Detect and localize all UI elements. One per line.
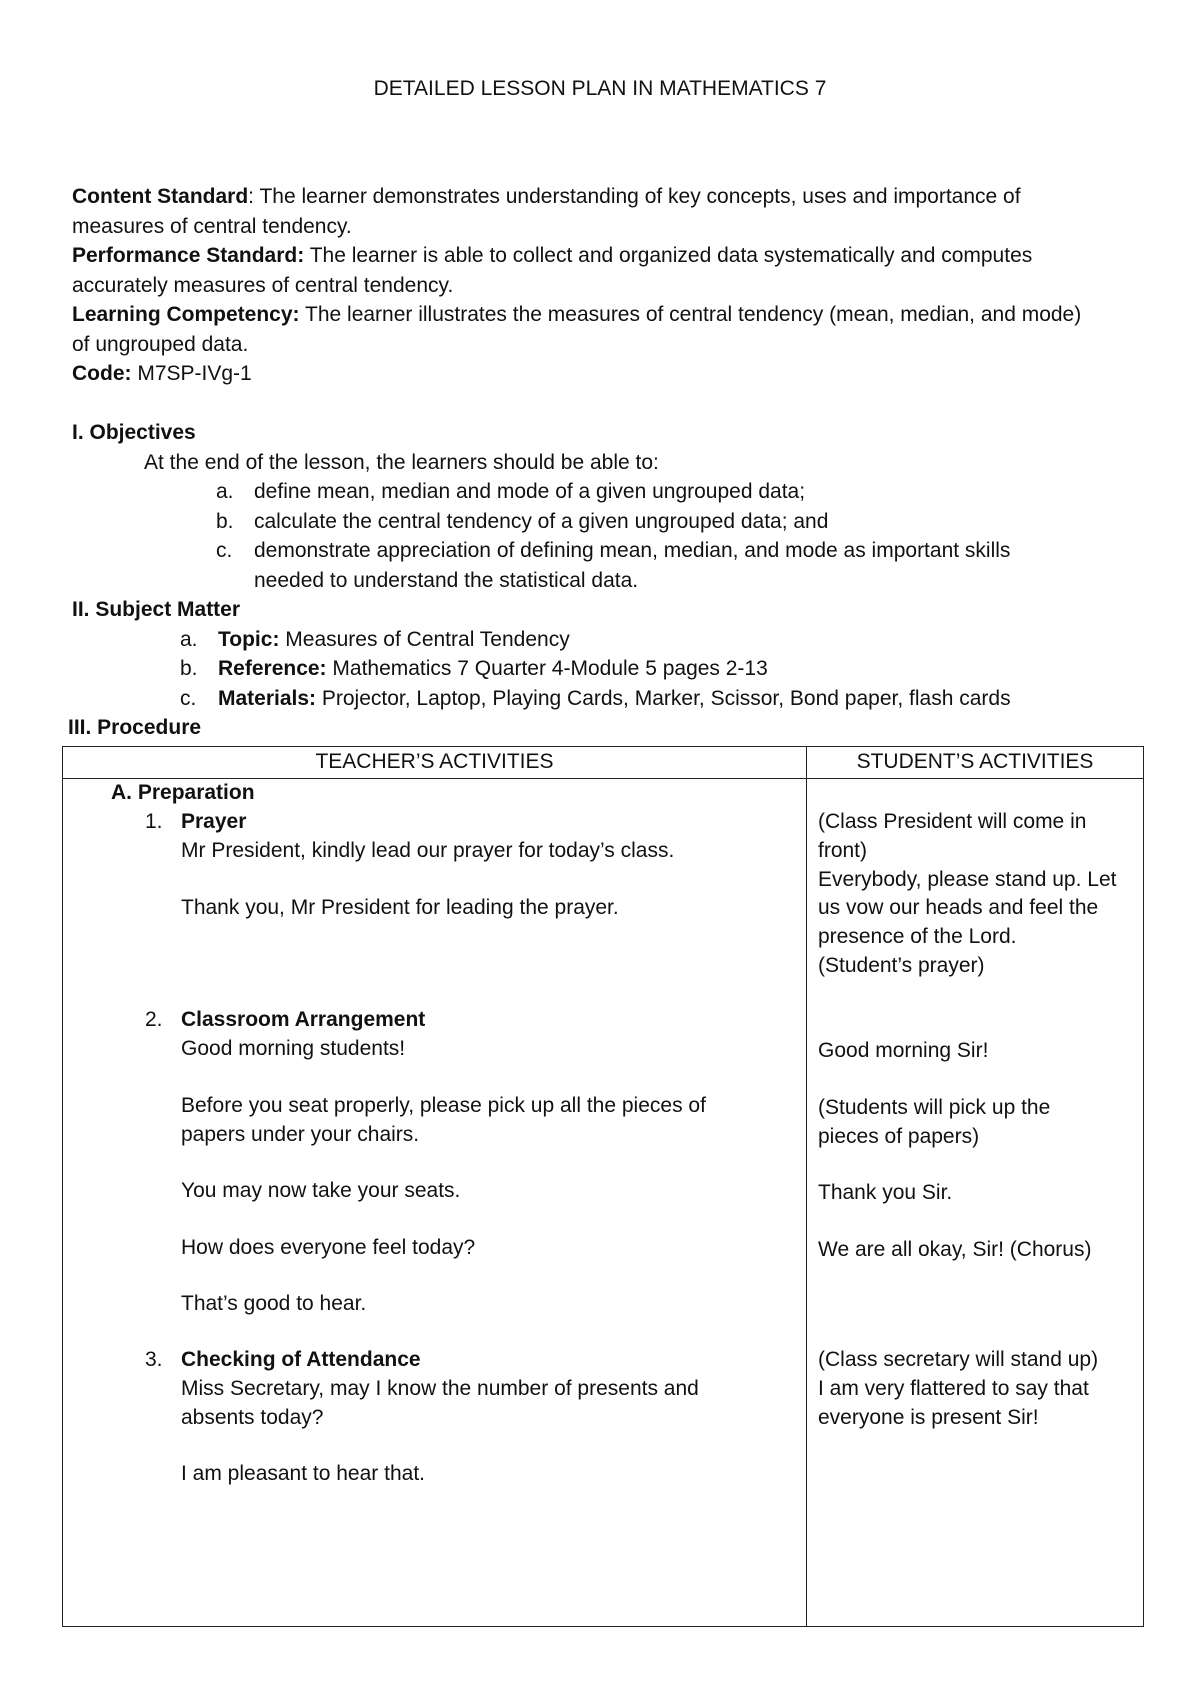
objective-text: calculate the central tendency of a given ungrouped data; and <box>254 509 829 533</box>
content-standard-label: Content Standard <box>72 185 249 208</box>
list-marker: b. <box>216 509 234 533</box>
standards-block <box>68 182 1152 743</box>
step-title-text: Classroom Arrangement <box>181 1008 426 1031</box>
code-line <box>72 359 1152 389</box>
teacher-activities-cell <box>63 779 807 1627</box>
list-marker: c. <box>180 686 197 710</box>
step-title-classroom <box>181 1005 425 1035</box>
objective-item <box>72 536 1152 566</box>
teacher-activities-header: TEACHER’S ACTIVITIES <box>63 747 807 779</box>
student-line: everyone is present Sir! <box>818 1406 1039 1429</box>
step-title-attendance <box>181 1345 421 1375</box>
subject-item-label: Reference: <box>218 657 327 680</box>
teacher-line: papers under your chairs. <box>181 1123 420 1146</box>
performance-standard <box>72 241 1152 271</box>
objective-text: needed to understand the statistical data. <box>254 568 639 592</box>
teacher-line: How does everyone feel today? <box>181 1236 476 1259</box>
section-preparation-text: A. Preparation <box>111 781 255 804</box>
list-marker: a. <box>216 480 234 503</box>
content-standard-text: : The learner demonstrates understanding of key concepts, uses and importance of <box>248 185 1021 208</box>
table-header-row <box>63 747 1144 779</box>
procedure-table <box>62 746 1144 1627</box>
subject-matter-heading <box>72 595 1152 625</box>
document-title: DETAILED LESSON PLAN IN MATHEMATICS 7 <box>373 77 827 100</box>
objectives-list <box>72 477 1152 595</box>
teacher-line: Before you seat properly, please pick up all the pieces of <box>181 1094 706 1117</box>
subject-item-topic <box>36 625 1152 655</box>
learning-competency-label: Learning Competency: <box>72 303 300 326</box>
section-preparation <box>111 778 255 808</box>
objective-item <box>72 477 1152 507</box>
student-line: Everybody, please stand up. Let <box>818 868 1117 891</box>
teacher-line: Miss Secretary, may I know the number of presents and <box>181 1377 699 1400</box>
teacher-line: Thank you, Mr President for leading the prayer. <box>181 896 619 919</box>
step-number: 1. <box>145 810 163 833</box>
student-line: us vow our heads and feel the <box>818 896 1099 919</box>
step-title-text: Checking of Attendance <box>181 1348 421 1371</box>
performance-standard-label: Performance Standard: <box>72 244 305 267</box>
list-marker: b. <box>180 657 198 680</box>
subject-item-materials <box>36 684 1152 714</box>
subject-item-label: Topic: <box>218 627 280 651</box>
student-line: pieces of papers) <box>818 1125 980 1148</box>
student-activities-header: STUDENT’S ACTIVITIES <box>807 747 1144 779</box>
list-marker: a. <box>180 627 198 651</box>
student-line: (Students will pick up the <box>818 1096 1051 1119</box>
step-title-text: Prayer <box>181 810 247 833</box>
procedure-heading <box>68 713 1152 743</box>
teacher-line: I am pleasant to hear that. <box>181 1462 425 1485</box>
subject-matter-heading-text: II. Subject Matter <box>72 598 241 621</box>
subject-item-reference <box>36 654 1152 684</box>
objectives-intro: At the end of the lesson, the learners should be able to: <box>144 450 659 474</box>
objective-text: define mean, median and mode of a given ungrouped data; <box>254 480 806 503</box>
teacher-line: Good morning students! <box>181 1037 406 1060</box>
performance-standard-text: The learner is able to collect and organized data systematically and computes <box>304 244 1033 267</box>
student-line: front) <box>818 839 868 862</box>
step-number: 2. <box>145 1008 163 1031</box>
objective-item <box>72 507 1152 537</box>
student-line: (Class President will come in <box>818 810 1087 833</box>
subject-item-label: Materials: <box>218 686 317 710</box>
teacher-line: You may now take your seats. <box>181 1179 461 1202</box>
subject-matter-list <box>36 625 1152 714</box>
objectives-heading <box>72 418 1152 448</box>
student-line: Good morning Sir! <box>818 1039 989 1062</box>
student-line: presence of the Lord. <box>818 925 1017 948</box>
step-title-prayer <box>181 807 246 837</box>
code-label: Code: <box>72 362 132 385</box>
student-line: We are all okay, Sir! (Chorus) <box>818 1238 1092 1261</box>
content-standard <box>72 182 1152 212</box>
procedure-heading-text: III. Procedure <box>68 716 202 739</box>
student-line: (Student’s prayer) <box>818 954 985 977</box>
student-activities-cell <box>807 779 1144 1627</box>
objective-item-cont <box>72 566 1152 596</box>
student-line: I am very flattered to say that <box>818 1377 1089 1400</box>
teacher-line: absents today? <box>181 1406 324 1429</box>
subject-item-text: Projector, Laptop, Playing Cards, Marker, Scissor, Bond paper, flash cards <box>316 686 1011 710</box>
code-value: M7SP-IVg-1 <box>131 362 252 385</box>
table-row <box>63 779 1144 1627</box>
learning-competency-text: The learner illustrates the measures of central tendency (mean, median, and mode) <box>299 303 1082 326</box>
teacher-line: Mr President, kindly lead our prayer for today’s class. <box>181 839 675 862</box>
performance-standard-text-cont: accurately measures of central tendency. <box>72 273 454 297</box>
objective-text: demonstrate appreciation of defining mean, median, and mode as important skills <box>254 539 1011 562</box>
subject-item-text: Mathematics 7 Quarter 4-Module 5 pages 2-13 <box>326 657 768 680</box>
student-line: Thank you Sir. <box>818 1181 953 1204</box>
list-marker: c. <box>216 539 233 562</box>
subject-item-text: Measures of Central Tendency <box>279 627 570 651</box>
objectives-heading-text: I. Objectives <box>72 421 196 444</box>
step-number: 3. <box>145 1348 163 1371</box>
content-standard-text-cont: measures of central tendency. <box>72 214 352 238</box>
learning-competency-text-cont: of ungrouped data. <box>72 332 249 356</box>
learning-competency <box>72 300 1152 330</box>
teacher-line: That’s good to hear. <box>181 1292 367 1315</box>
student-line: (Class secretary will stand up) <box>818 1348 1099 1371</box>
